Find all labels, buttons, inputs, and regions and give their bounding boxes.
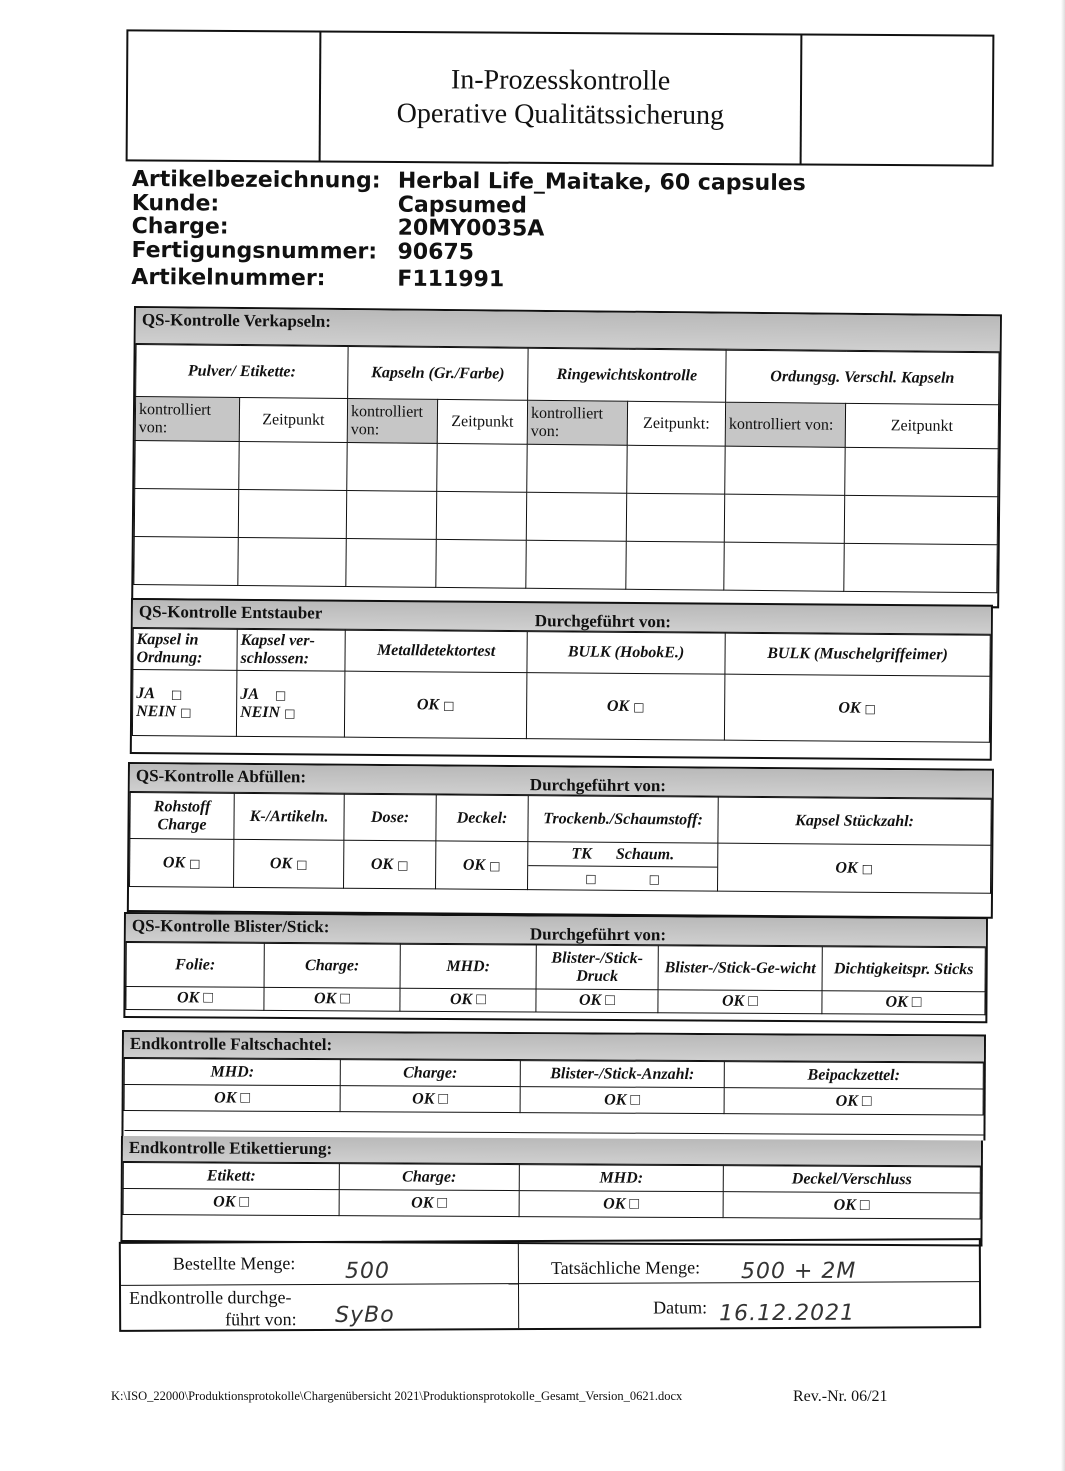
- info-value: 90675: [397, 239, 475, 265]
- datum-value[interactable]: 16.12.2021: [719, 1300, 856, 1327]
- empty-cell[interactable]: [527, 444, 627, 493]
- ok-label: OK: [416, 695, 440, 713]
- col-header: Blister-/Stick-Druck: [536, 945, 658, 990]
- durchgefuehrt-label: Durchgeführt von:: [529, 924, 667, 945]
- verkapseln-table: [133, 344, 999, 593]
- sub-header: kontrolliert von:: [725, 402, 845, 447]
- ok-checkbox[interactable]: □: [443, 697, 455, 713]
- footer-path: K:\ISO_22000\Produktionsprotokolle\Chargenübersicht 2021\Produktionsprotokolle_Gesamt_Version_0621.docx: [111, 1389, 683, 1403]
- endkontrolle-label-1: Endkontrolle durchge-: [129, 1287, 292, 1308]
- endkontrolle-label-2: führt von:: [225, 1309, 297, 1330]
- ok-checkbox-cell[interactable]: OK □: [724, 1088, 983, 1115]
- col-header: Kapsel ver-schlossen:: [237, 629, 345, 671]
- section-title: Endkontrolle Etikettierung:: [123, 1136, 981, 1166]
- ok-checkbox-cell[interactable]: OK □: [536, 989, 658, 1013]
- col-header: MHD:: [519, 1165, 723, 1192]
- ok-label: OK: [370, 855, 394, 873]
- ok-checkbox-cell[interactable]: OK □: [723, 1192, 980, 1219]
- empty-cell[interactable]: [134, 537, 238, 586]
- section-title: [126, 914, 986, 947]
- ok-label: OK: [162, 853, 186, 871]
- tk-checkbox[interactable]: □: [585, 871, 597, 886]
- nein-checkbox[interactable]: □: [180, 704, 192, 719]
- abfuellen-table: [129, 792, 992, 894]
- col-header: Metalldetektortest: [345, 630, 527, 672]
- sub-header: Zeitpunkt: [845, 403, 998, 448]
- tatsaechliche-menge-label: Tatsächliche Menge:: [550, 1257, 701, 1278]
- datum-cell: [519, 1282, 979, 1328]
- empty-cell[interactable]: [238, 538, 346, 587]
- section-title-text: QS-Kontrolle Abfüllen:: [135, 766, 307, 787]
- ok-cell: [526, 673, 725, 741]
- info-row: [131, 262, 805, 297]
- col-header: Dose:: [344, 794, 436, 841]
- nein-checkbox[interactable]: □: [284, 705, 296, 720]
- entstauber-table: [132, 628, 991, 743]
- empty-cell[interactable]: [436, 539, 526, 588]
- info-label: Charge:: [131, 213, 229, 240]
- empty-cell[interactable]: [627, 445, 725, 494]
- empty-cell[interactable]: [724, 494, 844, 543]
- title-line-2: Operative Qualitätssicherung: [396, 98, 725, 132]
- ok-checkbox-cell[interactable]: OK □: [520, 1087, 724, 1114]
- ja-nein-cell: [132, 670, 237, 737]
- section-blister: [123, 912, 988, 1023]
- empty-cell[interactable]: [347, 443, 437, 492]
- bestellte-menge-label: Bestellte Menge:: [172, 1253, 296, 1274]
- ok-cell: [724, 674, 990, 742]
- ok-checkbox-cell[interactable]: OK □: [339, 1190, 519, 1217]
- empty-cell[interactable]: [526, 492, 626, 541]
- info-label: Kunde:: [131, 190, 220, 217]
- spacer-row: [124, 1111, 983, 1135]
- ok-checkbox-cell[interactable]: OK □: [519, 1191, 723, 1218]
- empty-cell[interactable]: [724, 542, 844, 591]
- header-box: [126, 29, 995, 166]
- section-title: Endkontrolle Faltschachtel:: [124, 1032, 984, 1063]
- ok-checkbox-cell[interactable]: OK □: [822, 991, 985, 1015]
- ok-checkbox-cell[interactable]: OK □: [124, 1085, 340, 1112]
- info-label: Artikelnummer:: [131, 264, 326, 292]
- blister-table: [125, 942, 985, 1015]
- empty-cell[interactable]: [845, 447, 998, 496]
- section-abfuellen: [127, 762, 994, 919]
- col-header: Etikett:: [123, 1163, 339, 1190]
- ok-checkbox-cell[interactable]: OK □: [126, 987, 264, 1011]
- col-header: Blister-/Stick-Anzahl:: [520, 1061, 724, 1088]
- title-line-1: In-Prozesskontrolle: [450, 64, 671, 97]
- header-title: [321, 33, 803, 164]
- ok-cell: [718, 843, 991, 893]
- info-value: Capsumed: [397, 192, 527, 218]
- empty-cell[interactable]: [626, 541, 724, 590]
- nein-label: NEIN: [240, 703, 281, 721]
- group-header: Ordungsg. Verschl. Kapseln: [726, 350, 999, 405]
- ok-cell: [130, 839, 234, 888]
- group-header: Ringewichtskontrolle: [528, 348, 726, 402]
- table-row: [135, 441, 998, 497]
- scan-edge: [1061, 0, 1065, 1471]
- info-label: Artikelbezeichnung:: [131, 167, 381, 194]
- spacer-row: [123, 1215, 980, 1239]
- ok-label: OK: [606, 697, 630, 715]
- empty-cell[interactable]: [135, 441, 239, 490]
- header-logo-cell: [128, 31, 322, 160]
- col-header: Charge:: [339, 1164, 519, 1191]
- empty-cell[interactable]: [346, 491, 436, 540]
- group-header: Kapseln (Gr./Farbe): [348, 347, 528, 401]
- section-verkapseln: [131, 306, 1002, 608]
- sub-header: Zeitpunkt:: [627, 401, 725, 446]
- empty-cell[interactable]: [238, 490, 346, 539]
- empty-cell[interactable]: [346, 539, 436, 588]
- col-header: Blister-/Stick-Ge-wicht: [658, 946, 822, 991]
- ok-checkbox[interactable]: □: [397, 857, 409, 872]
- empty-cell[interactable]: [526, 540, 626, 589]
- sub-header: kontrolliert von:: [135, 397, 239, 442]
- ok-checkbox[interactable]: □: [864, 701, 876, 716]
- empty-cell[interactable]: [134, 489, 238, 538]
- ok-cell: [234, 839, 344, 888]
- section-etikettierung: [120, 1136, 983, 1247]
- sub-header: kontrolliert von:: [527, 400, 627, 445]
- revision-number: Rev.-Nr. 06/21: [793, 1388, 888, 1405]
- tk-label: TK: [571, 845, 592, 863]
- col-header: Dichtigkeitspr. Sticks: [822, 947, 985, 992]
- endkontrolle-cell: [121, 1284, 519, 1330]
- ok-label: OK: [269, 854, 293, 872]
- ja-label: JA: [136, 684, 155, 702]
- ok-checkbox-cell[interactable]: OK □: [123, 1189, 339, 1216]
- faltschachtel-table: [123, 1058, 983, 1136]
- col-header: MHD:: [400, 944, 536, 989]
- col-header: Kapsel in Ordnung:: [133, 629, 237, 671]
- info-value: 20MY0035A: [397, 215, 545, 242]
- col-header: Trockenb./Schaumstoff:: [528, 796, 718, 843]
- info-value: F111991: [397, 266, 505, 293]
- col-header: K-/Artikeln.: [234, 793, 344, 840]
- schaum-label: Schaum.: [615, 845, 675, 864]
- ok-cell: [436, 841, 528, 890]
- empty-cell[interactable]: [239, 442, 347, 491]
- col-header: MHD:: [124, 1059, 340, 1086]
- tatsaechliche-menge-cell: [519, 1240, 979, 1284]
- ok-checkbox[interactable]: □: [489, 858, 501, 873]
- sub-header: Zeitpunkt: [239, 398, 347, 443]
- ok-checkbox[interactable]: □: [633, 699, 645, 714]
- section-title-text: QS-Kontrolle Entstauber: [138, 602, 323, 623]
- empty-cell[interactable]: [436, 491, 526, 540]
- col-header: Charge:: [264, 943, 400, 988]
- ok-label: OK: [462, 856, 486, 874]
- ok-label: OK: [838, 699, 861, 717]
- table-row: [134, 537, 997, 593]
- col-header: Rohstoff Charge: [130, 793, 234, 840]
- ok-checkbox[interactable]: □: [296, 856, 308, 871]
- col-header: Folie:: [126, 943, 264, 988]
- ok-checkbox-cell[interactable]: OK □: [264, 987, 400, 1011]
- section-faltschachtel: [121, 1030, 986, 1141]
- durchgefuehrt-label: Durchgeführt von:: [534, 611, 672, 632]
- ok-checkbox-cell[interactable]: OK □: [340, 1086, 520, 1113]
- empty-cell[interactable]: [437, 443, 527, 492]
- section-title-text: QS-Kontrolle Blister/Stick:: [131, 916, 330, 937]
- nein-label: NEIN: [136, 702, 177, 720]
- info-value: Herbal Life_Maitake, 60 capsules: [397, 168, 806, 197]
- durchgefuehrt-label: Durchgeführt von:: [529, 775, 667, 796]
- empty-cell[interactable]: [725, 446, 845, 495]
- sub-header: kontrolliert von:: [347, 399, 437, 444]
- endkontrolle-signature[interactable]: SyBo: [335, 1302, 395, 1328]
- ja-checkbox[interactable]: □: [274, 687, 287, 702]
- col-header: BULK (Muschelgriffeimer): [725, 633, 990, 676]
- ja-label: JA: [240, 685, 259, 703]
- header-right-cell: [802, 35, 993, 164]
- sub-header: Zeitpunkt: [437, 399, 527, 444]
- group-header: Pulver/ Etikette:: [136, 345, 349, 399]
- ok-cell: [344, 671, 527, 738]
- ja-nein-cell: [236, 670, 345, 737]
- table-row: [134, 489, 997, 545]
- ok-checkbox-cell[interactable]: OK □: [658, 990, 822, 1014]
- section-entstauber: [130, 598, 993, 761]
- ok-label: OK: [835, 859, 858, 877]
- article-info: [131, 168, 806, 297]
- ja-checkbox[interactable]: □: [170, 686, 183, 701]
- schaum-checkbox[interactable]: □: [648, 872, 660, 887]
- section-title: QS-Kontrolle Verkapseln:: [136, 308, 1000, 352]
- datum-label: Datum:: [653, 1297, 708, 1318]
- col-header: BULK (HobokE.): [527, 632, 725, 675]
- tatsaechliche-menge-value[interactable]: 500 + 2M: [740, 1258, 857, 1285]
- empty-cell[interactable]: [844, 495, 997, 544]
- ok-checkbox[interactable]: □: [189, 855, 201, 871]
- ok-checkbox[interactable]: □: [861, 861, 874, 876]
- ok-checkbox-cell[interactable]: OK □: [400, 988, 536, 1012]
- col-header: Deckel:: [436, 795, 528, 842]
- col-header: Beipackzettel:: [724, 1062, 983, 1089]
- ok-cell: [344, 840, 436, 889]
- col-header: Deckel/Verschluss: [723, 1166, 980, 1193]
- col-header: Charge:: [340, 1060, 520, 1087]
- empty-cell[interactable]: [626, 493, 724, 542]
- quantity-box: [119, 1238, 981, 1332]
- empty-cell[interactable]: [844, 543, 997, 592]
- bestellte-menge-cell: [121, 1242, 519, 1286]
- bestellte-menge-value[interactable]: 500: [344, 1258, 390, 1284]
- col-header: Kapsel Stückzahl:: [718, 797, 991, 845]
- etikettierung-table: [122, 1162, 980, 1239]
- info-label: Fertigungsnummer:: [131, 237, 378, 264]
- tk-schaum-cell: [528, 842, 718, 891]
